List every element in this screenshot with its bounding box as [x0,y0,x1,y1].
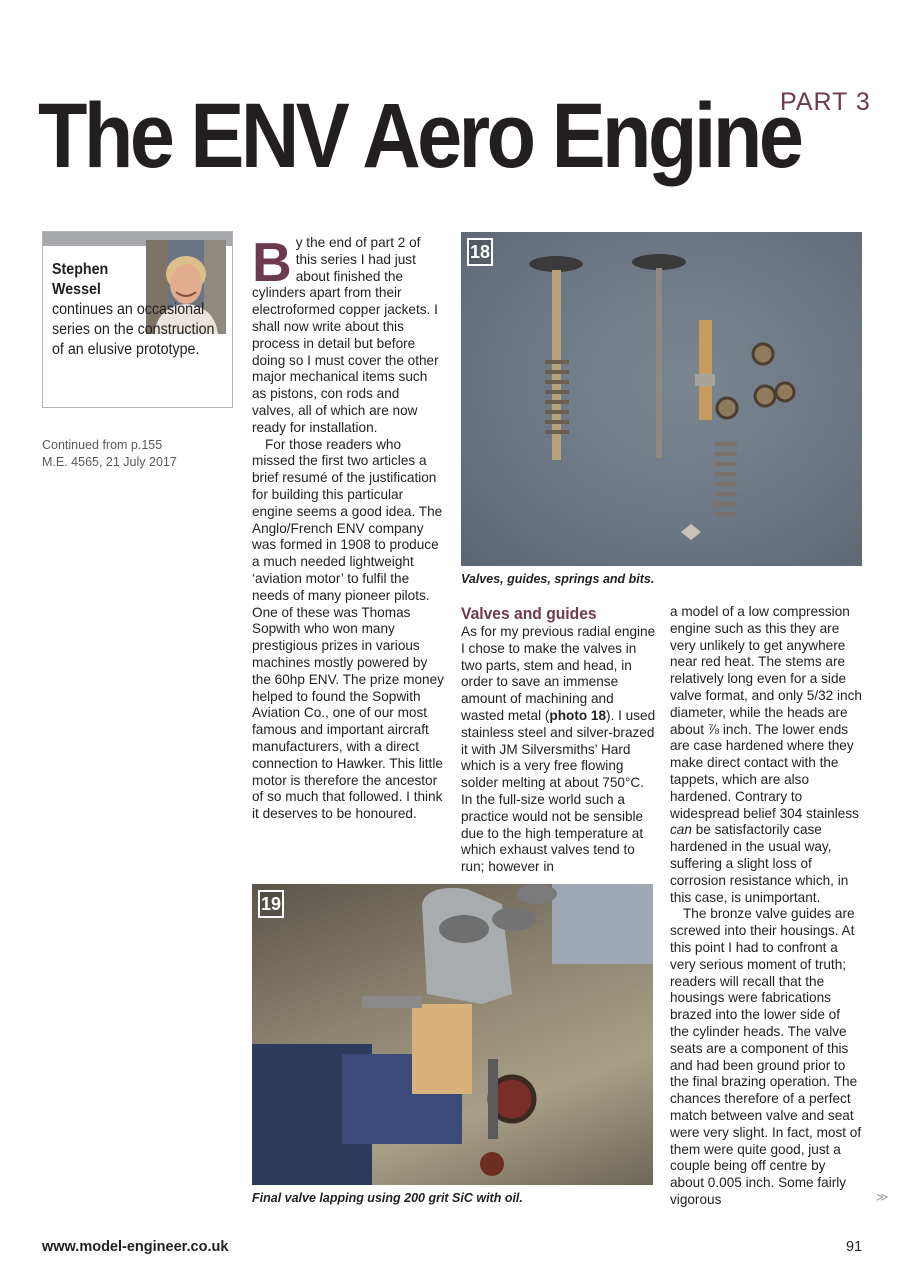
photo-19 [252,884,653,1185]
paragraph-text: ). I used stainless steel and silver-brazed it with JM Silversmiths’ Hard which is a very free flowing solder melting at about 750°C. In the full-size world such a practice would not be sensible due to the high temperature at which exhaust valves tend to run; however in [461,707,656,875]
continued-note [42,437,177,471]
paragraph-text: y the end of part 2 of this series I had just about finished the cylinders apart from their electroformed copper jackets. I shall now write about this process in detail but before doing so I must cover the other major mechanical items such as pistons, con rods and valves, all of which are now ready for installation. [252,235,439,435]
paragraph: The bronze valve guides are screwed into their housings. At this point I had to confront a very serious moment of truth; readers will recall that the housings were fabrications brazed into the lower side of the cylinder heads. The valve seats are a component of this and had been ground prior to the final brazing operation. The chances therefore of a perfect match between valve and seat were very slight. In fact, most of them were quite good, just a couple being off centre by about 0.005 inch. Some fairly vigorous [670,906,862,1207]
drop-cap: B [252,231,292,293]
continue-arrow-icon: ≫ [876,1190,889,1204]
photo-number: 18 [467,238,493,266]
part-label: PART 3 [780,88,871,116]
body-column-2 [461,604,656,876]
page-number: 91 [846,1239,863,1255]
photo-18-caption: Valves, guides, springs and bits. [461,572,655,586]
paragraph [252,231,444,437]
photo-number: 19 [258,890,284,918]
paragraph: For those readers who missed the first two articles a brief resumé of the justification for building this particular engine seems a good idea. The Anglo/French ENV company was formed in 1908 to produce a much needed lightweight ‘aviation motor’ to fulfil the needs of many pioneer pilots. One of these was Thomas Sopwith who won many prestigious prizes in various machines mostly powered by the 60hp ENV. The prize money helped to found the Sopwith Aviation Co., one of our most famous and important aircraft manufacturers, with a direct connection to Hawker. This little motor is therefore the ancestor of so much that followed. I think it deserves to be honoured. [252,436,444,822]
section-heading: Valves and guides [461,604,597,623]
photo-19-caption: Final valve lapping using 200 grit SiC with oil. [252,1191,523,1205]
author-description: continues an occasional series on the construction of an elusive prototype. [52,301,215,358]
photo-18 [461,232,862,566]
valves-illustration [461,232,862,566]
continued-from: Continued from p.155 [42,438,163,452]
paragraph [670,604,862,906]
paragraph-text: As for my previous radial engine I chose to make the valves in two parts, stem and head, in order to save an immense amount of machining and wasted metal ( [461,624,656,723]
footer-website[interactable]: www.model-engineer.co.uk [42,1239,229,1255]
article-title: The ENV Aero Engine [38,85,801,187]
author-blurb [52,260,216,360]
lapping-setup-illustration [252,884,653,1185]
photo-reference: photo 18 [549,707,607,723]
paragraph-text: be satisfactorily case hardened in the usual way, suffering a slight loss of corrosion resistance which, in this case, is unimportant. [670,822,849,905]
paragraph-text: a model of a low compression engine such as this they are very unlikely to get anywhere near red heat. The stems are relatively long even for a side valve format, and only 5/32 inch diameter, while the heads are about ⅞ inch. The lower ends are case hardened where they make direct contact with the tappets, which are also hardened. Contrary to widespread belief 304 stainless [670,604,862,821]
author-box [42,231,233,408]
body-column-1 [252,231,444,823]
emphasis: can [670,822,692,838]
paragraph [461,624,656,876]
continued-issue: M.E. 4565, 21 July 2017 [42,455,177,469]
author-name: Stephen Wessel [52,261,109,298]
body-column-3 [670,604,862,1209]
